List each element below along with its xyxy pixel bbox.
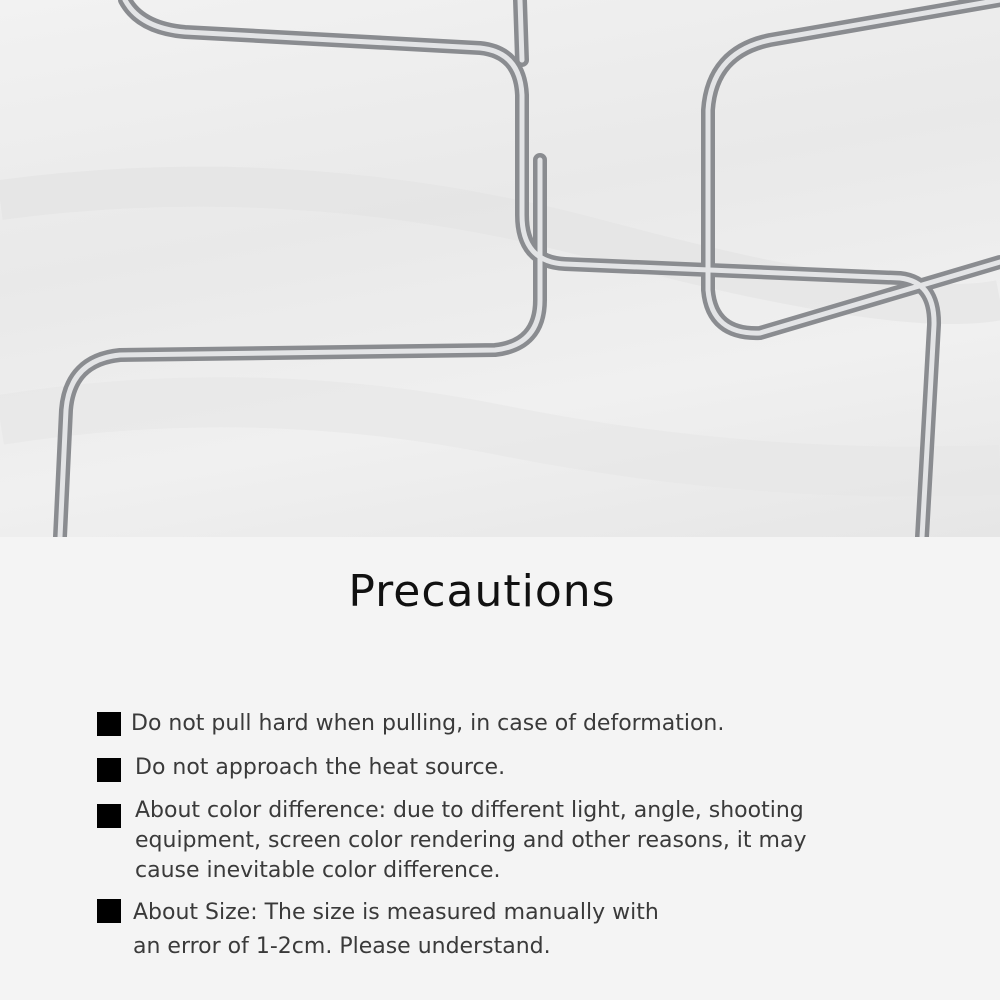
list-item-text: About Size: The size is measured manually with: [133, 900, 659, 925]
list-item-text: cause inevitable color difference.: [135, 858, 501, 883]
list-item-text: equipment, screen color rendering and other reasons, it may: [135, 828, 807, 853]
square-bullet-icon: [97, 712, 121, 736]
square-bullet-icon: [97, 804, 121, 828]
list-item-text: About color difference: due to different light, angle, shooting: [135, 798, 804, 823]
list-item-text: Do not pull hard when pulling, in case of deformation.: [131, 711, 725, 736]
square-bullet-icon: [97, 899, 121, 923]
square-bullet-icon: [97, 758, 121, 782]
precautions-title: Precautions: [348, 566, 616, 617]
list-item-text: an error of 1-2cm. Please understand.: [133, 934, 551, 959]
list-item-text: Do not approach the heat source.: [135, 755, 506, 780]
